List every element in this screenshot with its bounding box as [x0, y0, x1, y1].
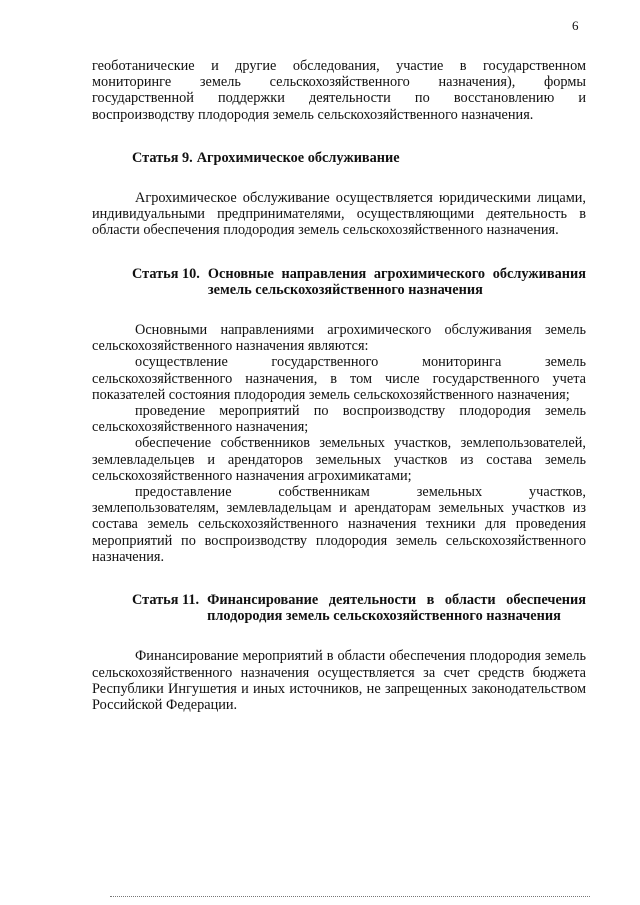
document-body [92, 58, 586, 713]
article-11-paragraph: Финансирование мероприятий в области обеспечения плодородия земель сельскохозяйственного назначения осуществляется за счет средств бюджета Республики Ингушетия и иных источников, не запрещенных законодательством Российской Федерации. [92, 648, 586, 714]
article-11-label: Статья 11. [132, 592, 200, 609]
article-10-heading [92, 266, 586, 298]
article-10-label: Статья 10. [132, 265, 200, 282]
article-10-title: Основные направления агрохимического обслуживания земель сельскохозяйственного назначения [207, 265, 586, 298]
article-9-paragraph: Агрохимическое обслуживание осуществляется юридическими лицами, индивидуальными предпринимателями, осуществляющими деятельность в области обеспечения плодородия земель сельскохозяйственного назначения. [92, 190, 586, 239]
article-10-intro: Основными направлениями агрохимического обслуживания земель сельскохозяйственного назначения являются: [92, 322, 586, 355]
article-9-title: Агрохимическое обслуживание [196, 149, 400, 166]
intro-paragraph: геоботанические и другие обследования, участие в государственном мониторинге земель сельскохозяйственного назначения), формы государственной поддержки деятельности по восстановлению и воспроизводству плодородия земель сельскохозяйственного назначения. [92, 58, 586, 123]
article-10-item: обеспечение собственников земельных участков, землепользователей, землевладельцев и арендаторов земельных участков из состава земель сельскохозяйственного назначения агрохимикатами; [92, 435, 586, 484]
article-9-heading [92, 150, 586, 166]
article-10-item: предоставление собственникам земельных участков, землепользователям, землевладельцам и арендаторам земельных участков из состава земель сельскохозяйственного назначения техники для проведения мероприятий по воспроизводству плодородия земель сельскохозяйственного назначения. [92, 484, 586, 565]
article-9-label: Статья 9. [132, 149, 193, 166]
page-number: 6 [572, 18, 579, 33]
article-11-title: Финансирование деятельности в области обеспечения плодородия земель сельскохозяйственного назначения [207, 592, 586, 625]
article-10-item: осуществление государственного мониторинга земель сельскохозяйственного назначения, в том числе государственного учета показателей состояния плодородия земель сельскохозяйственного назначения; [92, 354, 586, 403]
scan-edge-line [110, 896, 590, 897]
article-11-heading [92, 592, 586, 624]
article-10-item: проведение мероприятий по воспроизводству плодородия земель сельскохозяйственного назначения; [92, 403, 586, 436]
